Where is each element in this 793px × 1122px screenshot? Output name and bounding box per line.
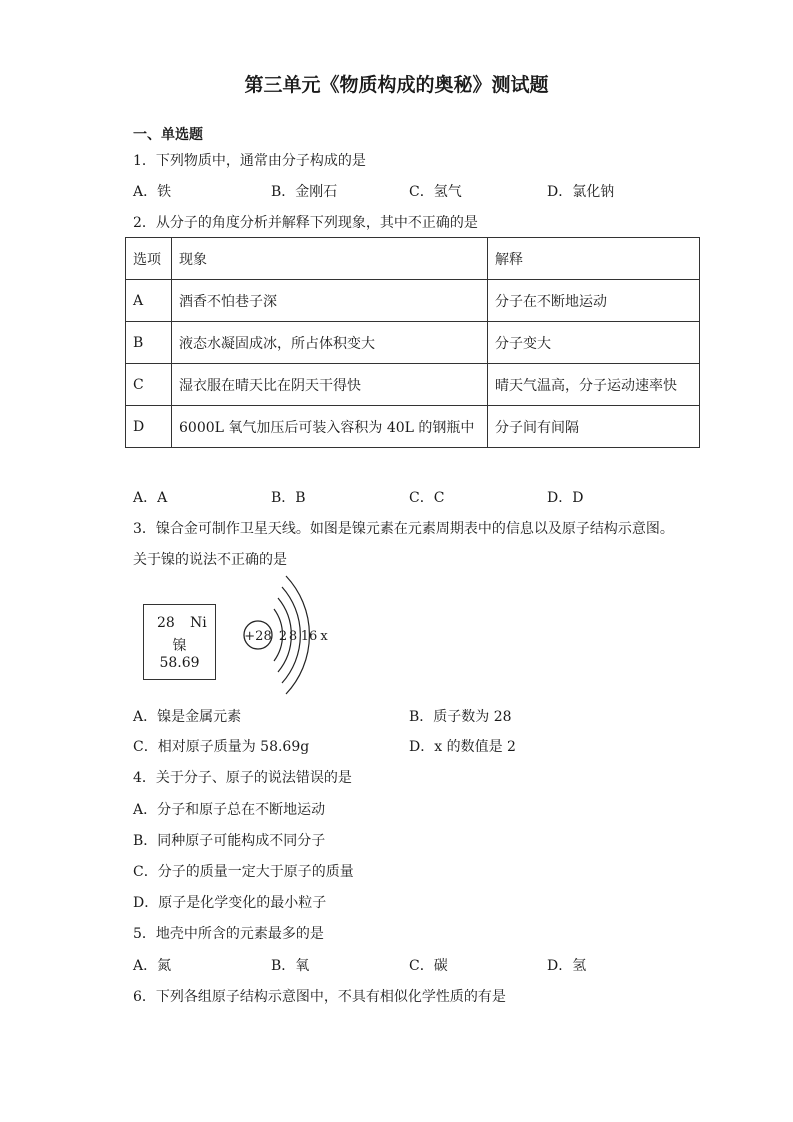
table-header-row	[126, 238, 700, 280]
table-cell: C	[126, 364, 172, 406]
element-name: 镍	[172, 638, 187, 654]
question-4-stem: 4．关于分子、原子的说法错误的是	[133, 770, 352, 786]
question-1-stem: 1．下列物质中，通常由分子构成的是	[133, 153, 366, 169]
periodic-table-cell	[143, 604, 216, 680]
question-1-option-b: B．金刚石	[271, 184, 338, 200]
question-5-option-d: D．氢	[547, 958, 587, 974]
question-4-option-a: A．分子和原子总在不断地运动	[133, 802, 326, 818]
question-3-option-c: C．相对原子质量为 58.69g	[133, 739, 310, 755]
table-cell: 酒香不怕巷子深	[172, 280, 488, 322]
question-1-option-d: D．氯化钠	[547, 184, 615, 200]
table-cell: 液态水凝固成冰，所占体积变大	[172, 322, 488, 364]
question-5-option-a: A．氮	[133, 958, 172, 974]
shell-electron-count: 2	[278, 629, 288, 644]
question-5-option-b: B．氧	[271, 958, 310, 974]
shell-electron-count: 8	[288, 629, 298, 644]
question-3-stem-line-2: 关于镍的说法不正确的是	[133, 552, 287, 568]
question-4-option-c: C．分子的质量一定大于原子的质量	[133, 864, 354, 880]
question-3-option-a: A．镍是金属元素	[133, 709, 242, 725]
question-1-option-c: C．氢气	[409, 184, 462, 200]
atomic-number: 28	[157, 615, 175, 631]
question-4-option-b: B．同种原子可能构成不同分子	[133, 833, 326, 849]
question-2-option-d: D．D	[547, 490, 584, 506]
question-2-table	[125, 237, 700, 448]
table-cell: 晴天气温高，分子运动速率快	[488, 364, 700, 406]
atomic-mass: 58.69	[159, 655, 200, 671]
question-5-option-c: C．碳	[409, 958, 448, 974]
nucleus-charge: +28	[244, 629, 272, 644]
question-6-stem: 6．下列各组原子结构示意图中，不具有相似化学性质的有是	[133, 989, 506, 1005]
table-header-cell: 现象	[172, 238, 488, 280]
table-header-cell: 解释	[488, 238, 700, 280]
question-3-option-d: D．x 的数值是 2	[409, 739, 516, 755]
atomic-structure-diagram	[238, 572, 338, 697]
table-row	[126, 280, 700, 322]
table-cell: B	[126, 322, 172, 364]
shell-electron-count: x	[320, 629, 328, 644]
table-row	[126, 406, 700, 448]
table-cell: 6000L 氧气加压后可装入容积为 40L 的钢瓶中	[172, 406, 488, 448]
page-title: 第三单元《物质构成的奥秘》测试题	[244, 74, 549, 96]
table-cell: 湿衣服在晴天比在阴天干得快	[172, 364, 488, 406]
table-row	[126, 364, 700, 406]
shell-electron-count: 16	[300, 629, 318, 644]
element-symbol: Ni	[190, 615, 207, 631]
question-4-option-d: D．原子是化学变化的最小粒子	[133, 895, 327, 911]
table-header-cell: 选项	[126, 238, 172, 280]
question-3-stem-line-1: 3．镍合金可制作卫星天线。如图是镍元素在元素周期表中的信息以及原子结构示意图。	[133, 521, 674, 537]
question-2-option-a: A．A	[133, 490, 168, 506]
table-cell: 分子变大	[488, 322, 700, 364]
question-3-option-b: B．质子数为 28	[409, 709, 512, 725]
table-cell: A	[126, 280, 172, 322]
question-2-option-c: C．C	[409, 490, 445, 506]
section-heading: 一、单选题	[133, 127, 203, 143]
question-5-stem: 5．地壳中所含的元素最多的是	[133, 926, 324, 942]
question-1-option-a: A．铁	[133, 184, 172, 200]
table-cell: 分子间有间隔	[488, 406, 700, 448]
table-cell: 分子在不断地运动	[488, 280, 700, 322]
table-cell: D	[126, 406, 172, 448]
table-row	[126, 322, 700, 364]
question-2-stem: 2．从分子的角度分析并解释下列现象，其中不正确的是	[133, 215, 478, 231]
question-2-option-b: B．B	[271, 490, 306, 506]
